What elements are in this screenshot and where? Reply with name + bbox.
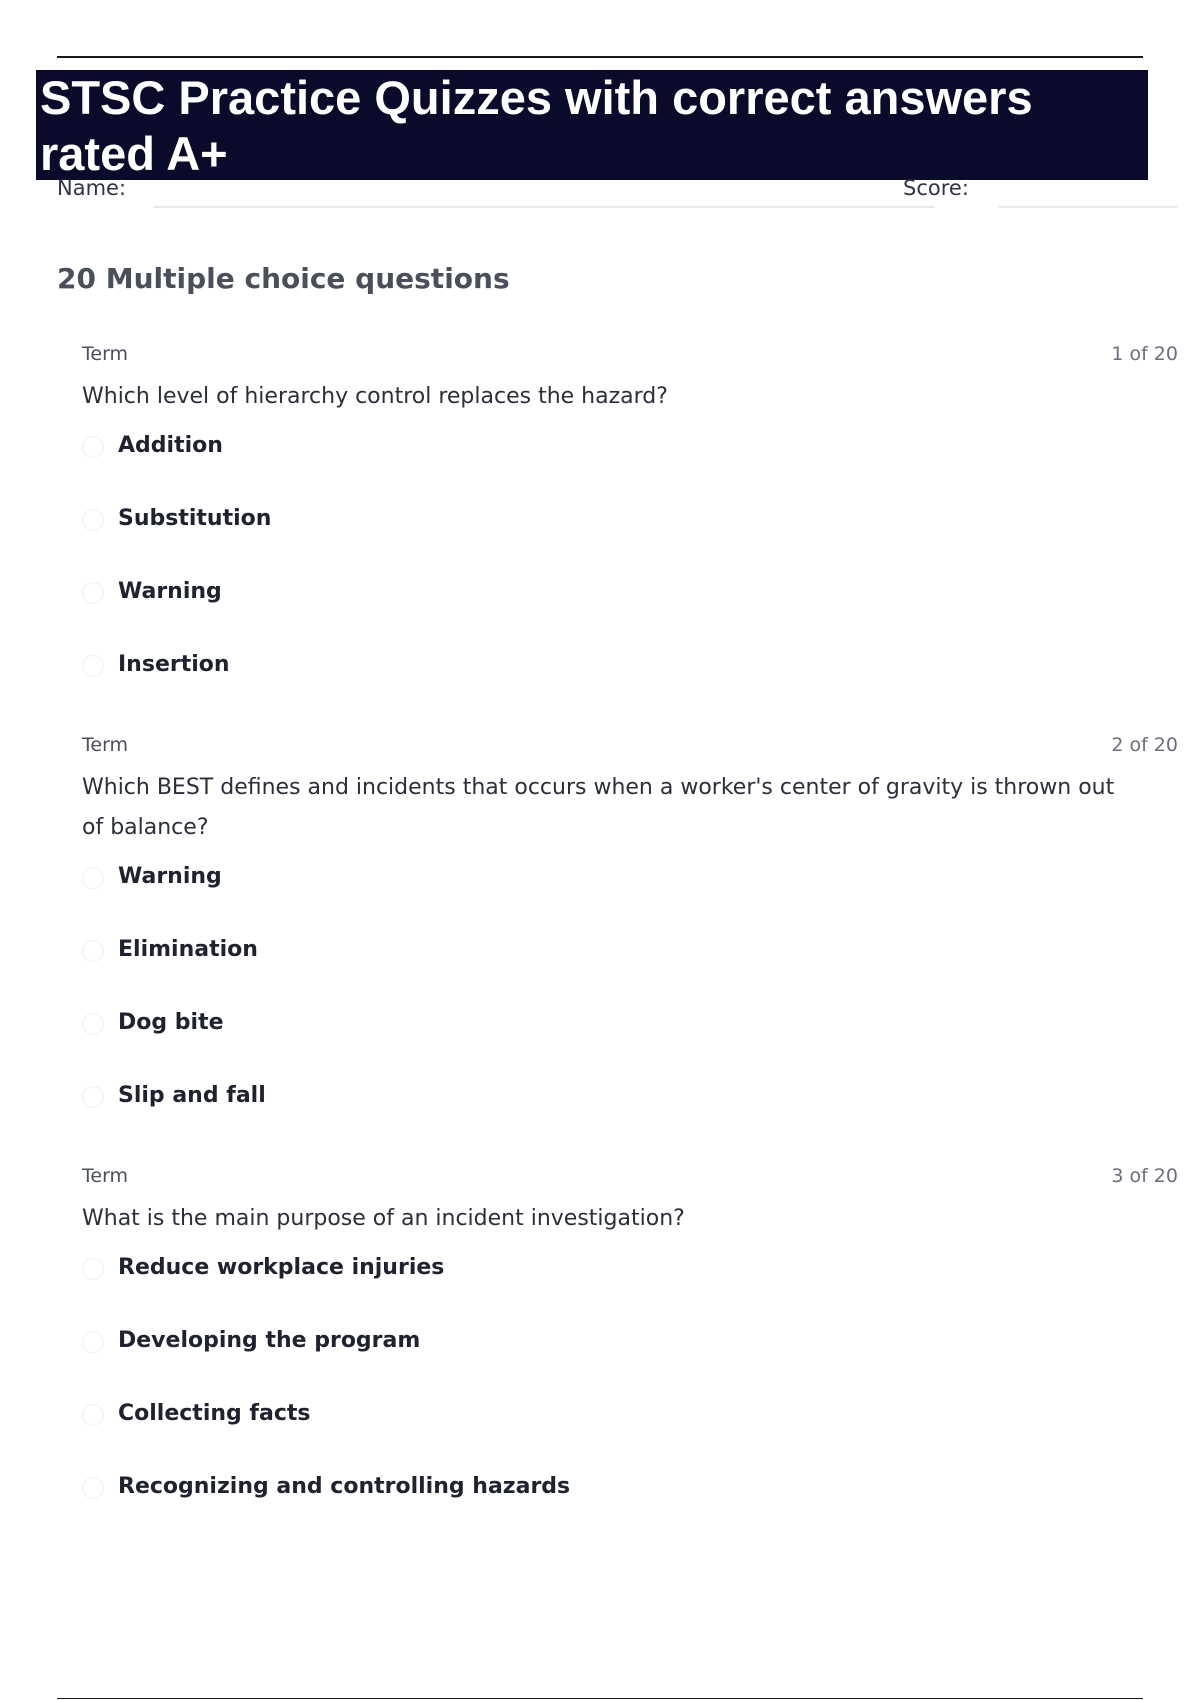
option-label: Insertion (118, 652, 230, 677)
answer-option[interactable] (82, 931, 1178, 1004)
radio-button-icon[interactable] (82, 1013, 104, 1035)
question-text: Which level of hierarchy control replaces the hazard? (82, 384, 668, 409)
radio-button-icon[interactable] (82, 1086, 104, 1108)
radio-button-icon[interactable] (82, 436, 104, 458)
answer-option[interactable] (82, 1249, 1178, 1322)
option-label: Warning (118, 864, 222, 889)
question-card (82, 734, 1178, 1150)
term-label: Term (82, 1165, 129, 1187)
answer-option[interactable] (82, 1322, 1178, 1395)
radio-button-icon[interactable] (82, 1331, 104, 1353)
name-label: Name: (57, 176, 127, 200)
radio-button-icon[interactable] (82, 1258, 104, 1280)
question-text: What is the main purpose of an incident investigation? (82, 1206, 685, 1231)
answer-options (82, 427, 1178, 719)
answer-option[interactable] (82, 1004, 1178, 1077)
section-heading: 20 Multiple choice questions (57, 262, 510, 295)
answer-option[interactable] (82, 1077, 1178, 1150)
option-label: Warning (118, 579, 222, 604)
bottom-rule (57, 1698, 1143, 1699)
question-meta (82, 734, 1178, 760)
name-field[interactable] (153, 206, 935, 208)
radio-button-icon[interactable] (82, 582, 104, 604)
answer-option[interactable] (82, 1468, 1178, 1541)
option-label: Elimination (118, 937, 258, 962)
document-title: STSC Practice Quizzes with correct answers rated A+ (40, 71, 1033, 180)
answer-options (82, 1249, 1178, 1541)
title-banner (36, 70, 1148, 180)
answer-option[interactable] (82, 858, 1178, 931)
score-label: Score: (903, 176, 969, 200)
top-rule (57, 56, 1143, 58)
answer-option[interactable] (82, 573, 1178, 646)
option-label: Collecting facts (118, 1401, 311, 1426)
question-counter: 3 of 20 (1111, 1165, 1178, 1187)
term-label: Term (82, 343, 129, 365)
question-text: Which BEST defines and incidents that occurs when a worker's center of gravity is thrown out of balance? (82, 775, 1115, 840)
question-meta (82, 1165, 1178, 1191)
answer-options (82, 858, 1178, 1150)
question-meta (82, 343, 1178, 369)
answer-option[interactable] (82, 1395, 1178, 1468)
option-label: Slip and fall (118, 1083, 266, 1108)
question-counter: 1 of 20 (1111, 343, 1178, 365)
radio-button-icon[interactable] (82, 940, 104, 962)
radio-button-icon[interactable] (82, 867, 104, 889)
answer-option[interactable] (82, 500, 1178, 573)
score-field[interactable] (999, 206, 1177, 208)
answer-option[interactable] (82, 427, 1178, 500)
radio-button-icon[interactable] (82, 1404, 104, 1426)
radio-button-icon[interactable] (82, 1477, 104, 1499)
radio-button-icon[interactable] (82, 655, 104, 677)
option-label: Reduce workplace injuries (118, 1255, 445, 1280)
option-label: Substitution (118, 506, 272, 531)
answer-option[interactable] (82, 646, 1178, 719)
option-label: Dog bite (118, 1010, 224, 1035)
question-card (82, 343, 1178, 719)
term-label: Term (82, 734, 129, 756)
option-label: Developing the program (118, 1328, 421, 1353)
radio-button-icon[interactable] (82, 509, 104, 531)
option-label: Recognizing and controlling hazards (118, 1474, 571, 1499)
question-counter: 2 of 20 (1111, 734, 1178, 756)
option-label: Addition (118, 433, 223, 458)
name-score-row (57, 176, 1177, 206)
question-card (82, 1165, 1178, 1541)
